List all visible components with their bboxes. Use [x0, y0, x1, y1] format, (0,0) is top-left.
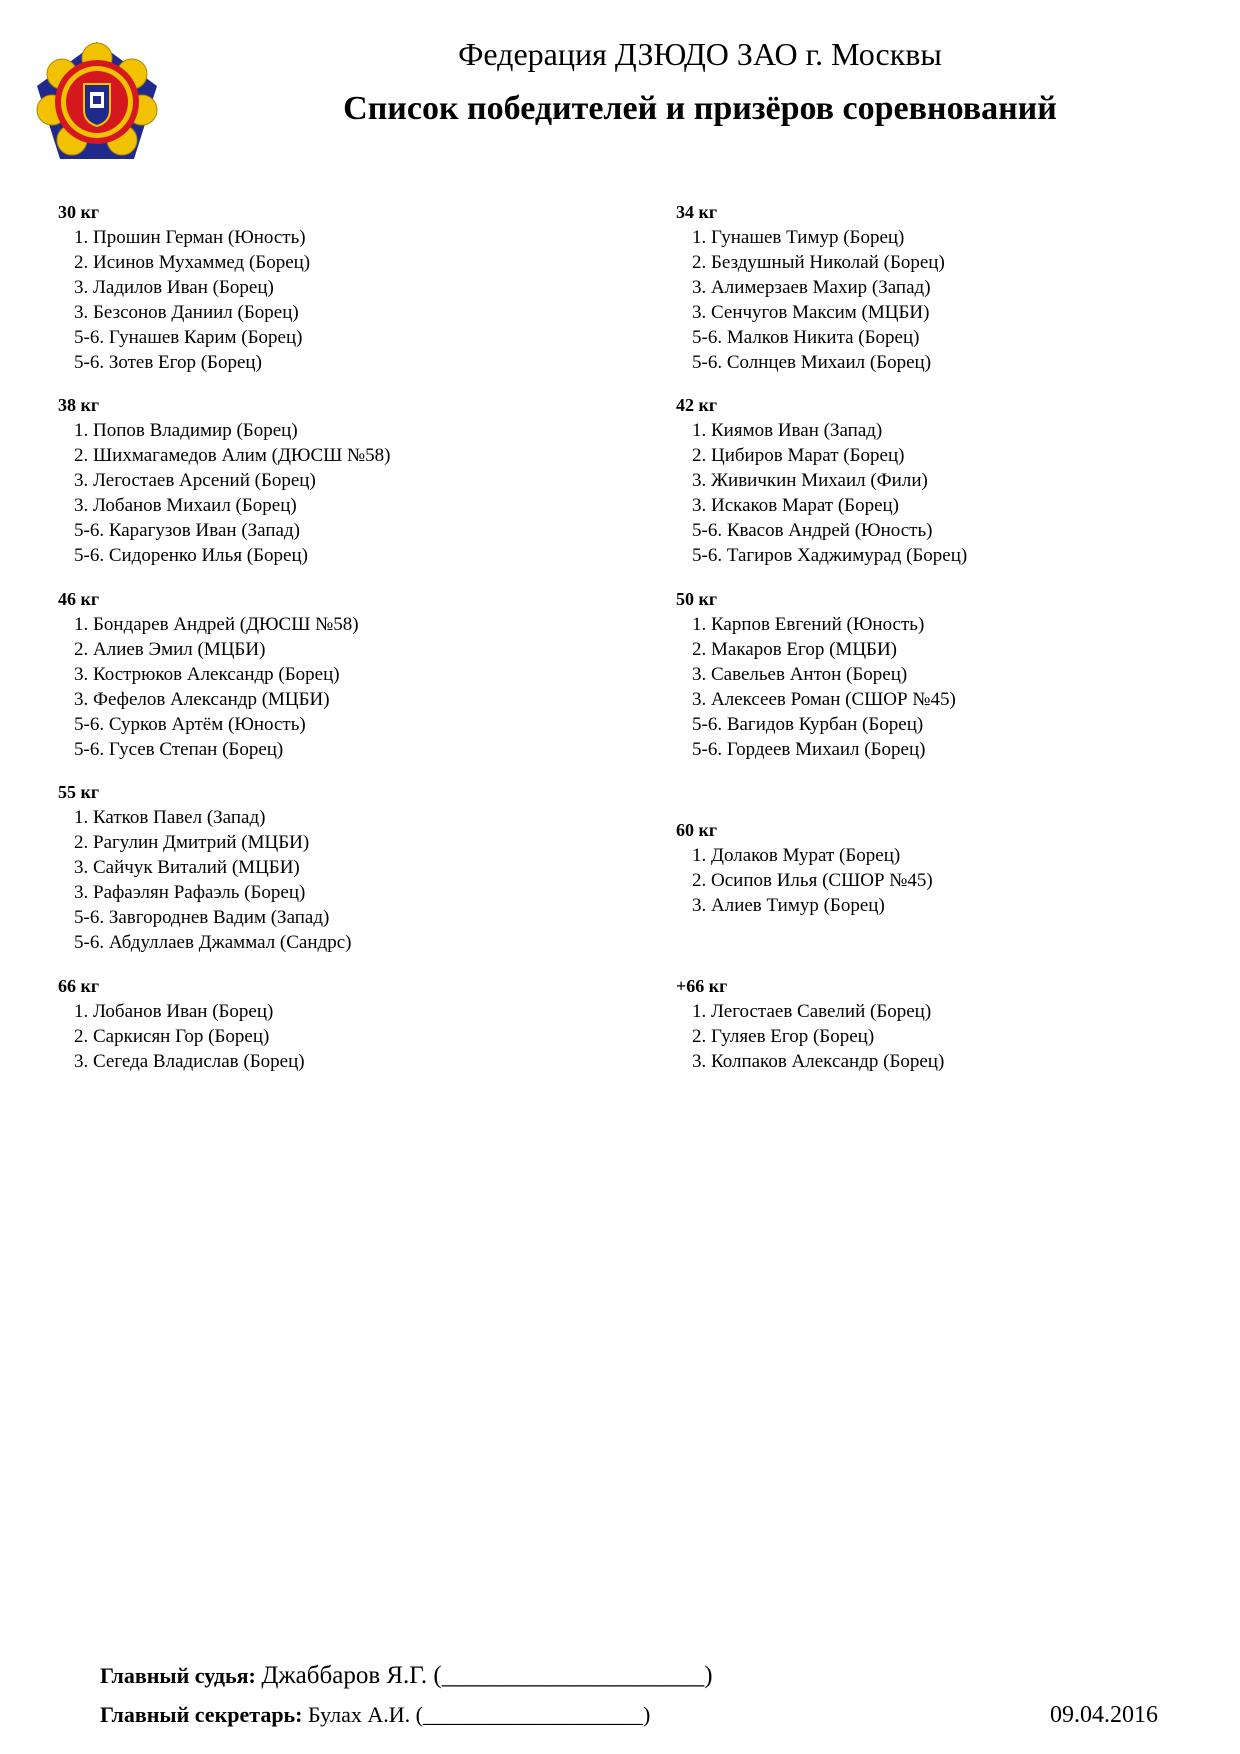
- category-title: 38 кг: [58, 395, 100, 415]
- category-42kg: [650, 393, 1210, 568]
- result-row: 2. Шихмагамедов Алим (ДЮСШ №58): [74, 445, 391, 466]
- result-row: 5-6. Вагидов Курбан (Борец): [692, 714, 924, 735]
- result-row: 3. Безсонов Даниил (Борец): [74, 302, 299, 323]
- result-row: 3. Алексеев Роман (СШОР №45): [692, 689, 956, 710]
- category-60kg: [650, 818, 1210, 918]
- category-title: 42 кг: [676, 395, 718, 415]
- result-row: 2. Гуляев Егор (Борец): [692, 1026, 875, 1047]
- result-row: 1. Долаков Мурат (Борец): [692, 845, 901, 866]
- result-row: 5-6. Солнцев Михаил (Борец): [692, 352, 932, 373]
- category-title: 34 кг: [676, 202, 718, 222]
- result-row: 1. Бондарев Андрей (ДЮСШ №58): [74, 614, 359, 635]
- result-row: 5-6. Малков Никита (Борец): [692, 327, 920, 348]
- chief-secretary-label: Главный секретарь:: [100, 1702, 303, 1727]
- org-title: Федерация ДЗЮДО ЗАО г. Москвы: [458, 36, 942, 72]
- result-row: 3. Колпаков Александр (Борец): [692, 1051, 945, 1072]
- result-row: 3. Алимерзаев Махир (Запад): [692, 277, 931, 298]
- result-row: 3. Кострюков Александр (Борец): [74, 664, 340, 685]
- chief-secretary-line: [100, 1702, 650, 1728]
- result-row: 2. Алиев Эмил (МЦБИ): [74, 639, 266, 660]
- result-row: 5-6. Сурков Артём (Юность): [74, 714, 306, 735]
- result-row: 3. Алиев Тимур (Борец): [692, 895, 885, 916]
- result-row: 3. Сенчугов Максим (МЦБИ): [692, 302, 930, 323]
- document-title: Список победителей и призёров соревнований: [343, 90, 1057, 127]
- result-row: 3. Легостаев Арсений (Борец): [74, 470, 316, 491]
- result-row: 5-6. Зотев Егор (Борец): [74, 352, 262, 373]
- category-title: 55 кг: [58, 782, 100, 802]
- chief-judge-value: Джаббаров Я.Г. (_____________________): [261, 1662, 713, 1689]
- document-date: 09.04.2016: [1050, 1702, 1158, 1728]
- result-row: 1. Прошин Герман (Юность): [74, 227, 306, 248]
- result-row: 2. Цибиров Марат (Борец): [692, 445, 905, 466]
- result-row: 1. Лобанов Иван (Борец): [74, 1001, 274, 1022]
- category-55kg: [32, 780, 592, 955]
- result-row: 2. Рагулин Дмитрий (МЦБИ): [74, 832, 310, 853]
- result-row: 1. Карпов Евгений (Юность): [692, 614, 925, 635]
- result-row: 5-6. Гусев Степан (Борец): [74, 739, 284, 760]
- result-row: 5-6. Абдуллаев Джаммал (Сандрс): [74, 932, 352, 953]
- chief-secretary-value: Булах А.И. (____________________): [308, 1702, 651, 1727]
- result-row: 3. Сегеда Владислав (Борец): [74, 1051, 305, 1072]
- category-50kg: [650, 587, 1210, 762]
- federation-emblem-icon: [34, 40, 160, 162]
- category-title: 50 кг: [676, 589, 718, 609]
- result-row: 5-6. Карагузов Иван (Запад): [74, 520, 300, 541]
- result-row: 5-6. Тагиров Хаджимурад (Борец): [692, 545, 968, 566]
- result-row: 3. Искаков Марат (Борец): [692, 495, 900, 516]
- result-row: 3. Фефелов Александр (МЦБИ): [74, 689, 330, 710]
- result-row: 1. Киямов Иван (Запад): [692, 420, 883, 441]
- result-row: 5-6. Гордеев Михаил (Борец): [692, 739, 926, 760]
- result-row: 1. Легостаев Савелий (Борец): [692, 1001, 932, 1022]
- category-title: +66 кг: [676, 976, 728, 996]
- chief-judge-label: Главный судья:: [100, 1663, 256, 1688]
- result-row: 3. Лобанов Михаил (Борец): [74, 495, 297, 516]
- category-title: 46 кг: [58, 589, 100, 609]
- result-row: 3. Живичкин Михаил (Фили): [692, 470, 928, 491]
- result-row: 5-6. Гунашев Карим (Борец): [74, 327, 303, 348]
- result-row: 1. Гунашев Тимур (Борец): [692, 227, 905, 248]
- result-row: 3. Сайчук Виталий (МЦБИ): [74, 857, 300, 878]
- result-row: 3. Ладилов Иван (Борец): [74, 277, 274, 298]
- result-row: 2. Исинов Мухаммед (Борец): [74, 252, 311, 273]
- result-row: 2. Бездушный Николай (Борец): [692, 252, 945, 273]
- result-row: 5-6. Завгороднев Вадим (Запад): [74, 907, 330, 928]
- chief-judge-line: [100, 1662, 713, 1690]
- category-46kg: [32, 587, 592, 762]
- category-title: 30 кг: [58, 202, 100, 222]
- category-plus-66kg: [650, 974, 1210, 1074]
- result-row: 3. Рафаэлян Рафаэль (Борец): [74, 882, 306, 903]
- result-row: 1. Попов Владимир (Борец): [74, 420, 298, 441]
- result-row: 3. Савельев Антон (Борец): [692, 664, 908, 685]
- federation-logo: [34, 40, 160, 162]
- category-66kg: [32, 974, 592, 1074]
- result-row: 1. Катков Павел (Запад): [74, 807, 266, 828]
- result-row: 2. Осипов Илья (СШОР №45): [692, 870, 933, 891]
- result-row: 2. Саркисян Гор (Борец): [74, 1026, 270, 1047]
- category-38kg: [32, 393, 592, 568]
- category-30kg: [32, 200, 592, 375]
- result-row: 5-6. Квасов Андрей (Юность): [692, 520, 933, 541]
- result-row: 2. Макаров Егор (МЦБИ): [692, 639, 898, 660]
- category-34kg: [650, 200, 1210, 375]
- category-title: 60 кг: [676, 820, 718, 840]
- result-row: 5-6. Сидоренко Илья (Борец): [74, 545, 308, 566]
- category-title: 66 кг: [58, 976, 100, 996]
